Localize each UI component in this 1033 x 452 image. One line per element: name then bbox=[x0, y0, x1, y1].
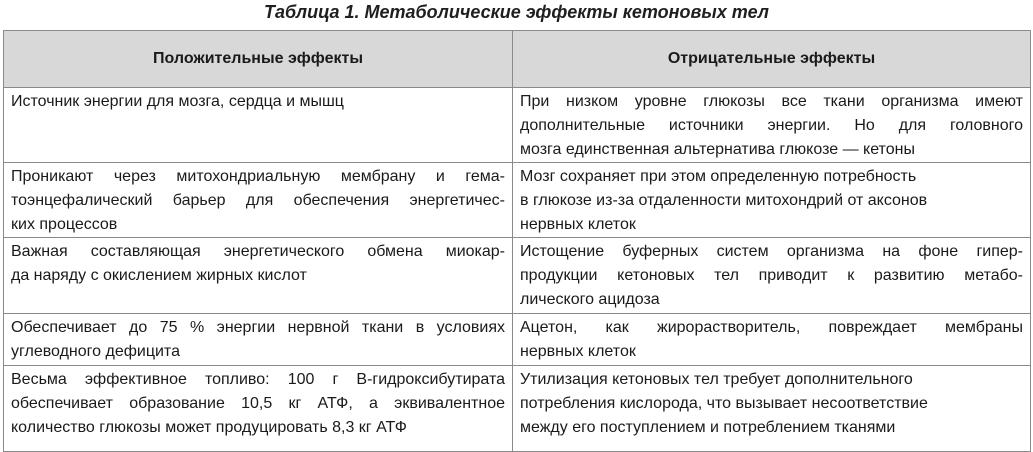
header-negative-effects: Отрицательные эффекты bbox=[513, 31, 1031, 88]
table-header-row bbox=[4, 31, 1031, 88]
cell-line: в глюкозе из-за отдаленности митохондрий от аксонов bbox=[520, 192, 928, 209]
cell-line: ких процессов bbox=[11, 216, 118, 233]
cell-positive bbox=[4, 163, 513, 238]
header-positive-effects: Положительные эффекты bbox=[4, 31, 513, 88]
cell-line: дополнительные источники энергии. Но для головного bbox=[520, 117, 1023, 134]
cell-line: При низком уровне глюкозы все ткани организма имеют bbox=[520, 93, 1023, 110]
cell-negative bbox=[513, 314, 1031, 366]
cell-line: Обеспечивает до 75 % энергии нервной ткани в условиях bbox=[11, 319, 505, 336]
table-row bbox=[4, 163, 1031, 238]
cell-positive bbox=[4, 314, 513, 366]
table-row bbox=[4, 88, 1031, 163]
cell-line: Мозг сохраняет при этом определенную потребность bbox=[520, 168, 917, 185]
cell-negative bbox=[513, 163, 1031, 238]
cell-line: нервных клеток bbox=[520, 343, 636, 360]
cell-line: между его поступлением и потреблением тканями bbox=[520, 419, 896, 436]
cell-line: нервных клеток bbox=[520, 216, 636, 233]
cell-line: продукции кетоновых тел приводит к развитию метабо- bbox=[520, 267, 1023, 284]
cell-line: Утилизация кетоновых тел требует дополнительного bbox=[520, 371, 913, 388]
ketone-effects-table bbox=[3, 30, 1031, 452]
cell-line: Источник энергии для мозга, сердца и мышц bbox=[11, 93, 344, 110]
cell-negative bbox=[513, 88, 1031, 163]
table-caption: Таблица 1. Метаболические эффекты кетоновых тел bbox=[263, 2, 769, 22]
cell-positive bbox=[4, 88, 513, 163]
cell-line: да наряду с окислением жирных кислот bbox=[11, 267, 307, 284]
cell-line: Проникают через митохондриальную мембрану и гема- bbox=[11, 168, 505, 185]
cell-line: мозга единственная альтернатива глюкозе — кетоны bbox=[520, 141, 915, 158]
table-row bbox=[4, 314, 1031, 366]
cell-negative bbox=[513, 366, 1031, 452]
cell-line: потребления кислорода, что вызывает несоответствие bbox=[520, 395, 928, 412]
cell-line: тоэнцефалический барьер для обеспечения энергетичес- bbox=[11, 192, 505, 209]
cell-positive bbox=[4, 238, 513, 314]
cell-line: количество глюкозы может продуцировать 8,3 кг АТФ bbox=[11, 419, 407, 436]
cell-negative bbox=[513, 238, 1031, 314]
cell-line: Ацетон, как жирорастворитель, повреждает мембраны bbox=[520, 319, 1023, 336]
table-row bbox=[4, 366, 1031, 452]
cell-line: Важная составляющая энергетического обмена миокар- bbox=[11, 243, 505, 260]
cell-line: лического ацидоза bbox=[520, 291, 660, 308]
cell-line: Весьма эффективное топливо: 100 г B-гидроксибутирата bbox=[11, 371, 505, 388]
table-row bbox=[4, 238, 1031, 314]
cell-line: Истощение буферных систем организма на фоне гипер- bbox=[520, 243, 1023, 260]
cell-positive bbox=[4, 366, 513, 452]
cell-line: углеводного дефицита bbox=[11, 343, 180, 360]
cell-line: обеспечивает образование 10,5 кг АТФ, а эквивалентное bbox=[11, 395, 505, 412]
